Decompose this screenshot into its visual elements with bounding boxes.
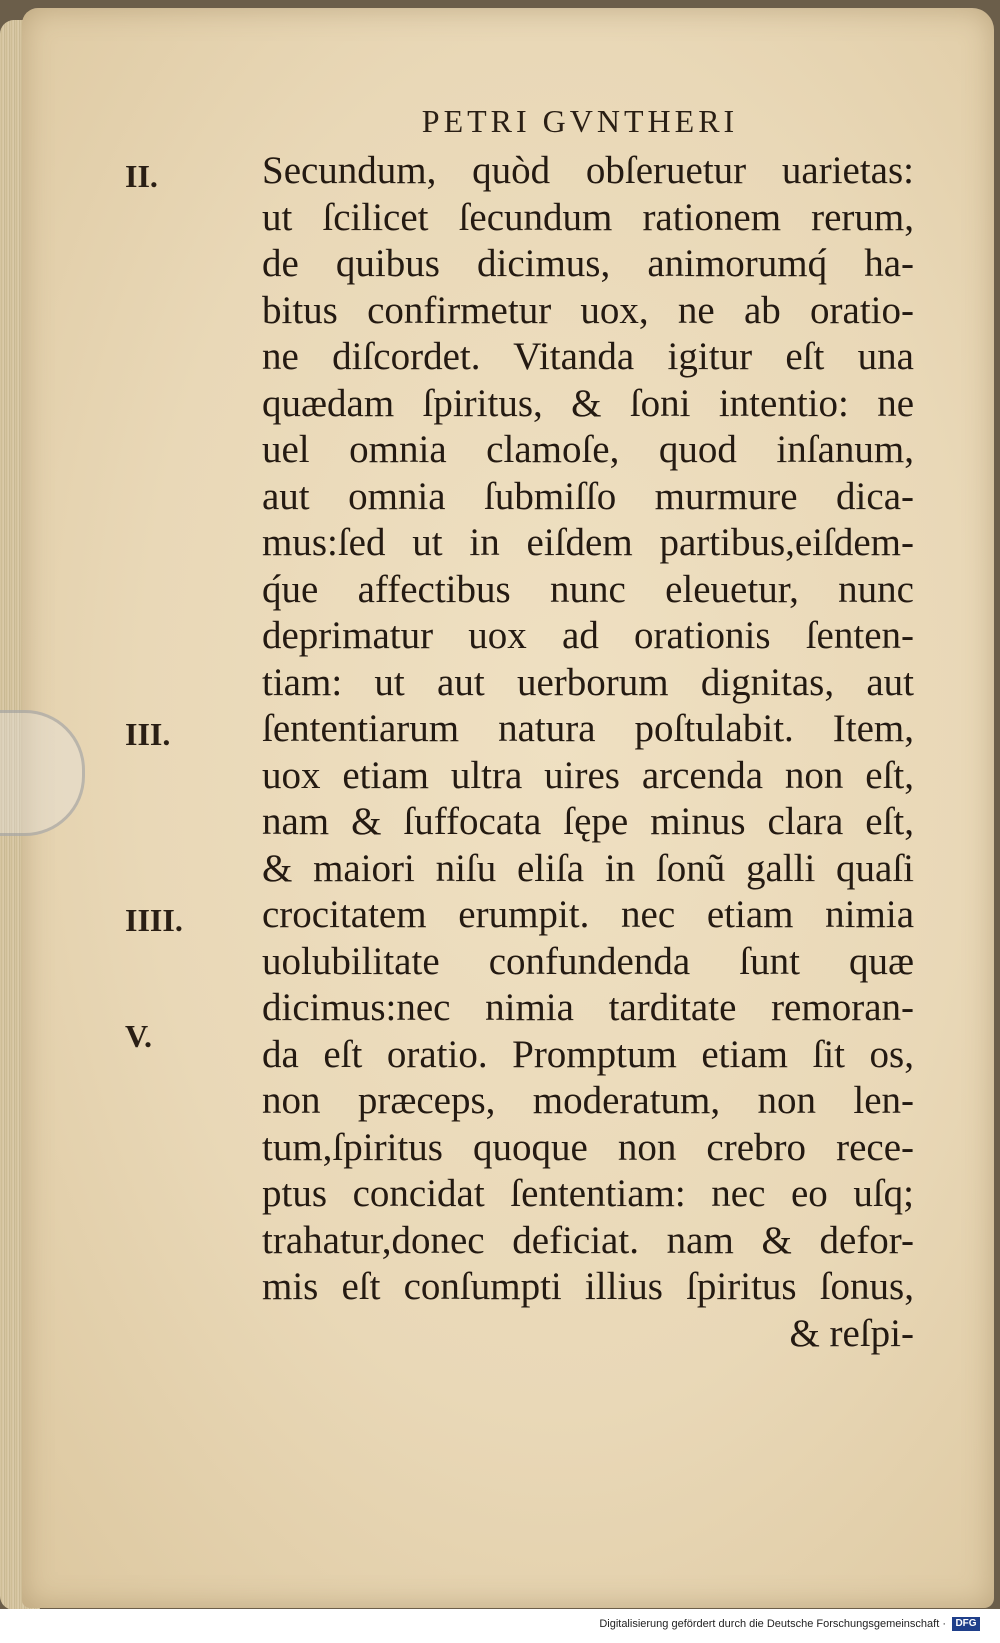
margin-numeral-4: IIII.: [125, 902, 183, 938]
text-line: ut ſcilicet ſecundum rationem rerum,: [262, 195, 914, 239]
text-line: ſententiarum natura poſtulabit. Item,: [262, 707, 914, 750]
text-line: crocitatem erumpit. nec etiam nimia: [262, 893, 914, 936]
text-line: aut omnia ſubmiſſo murmure dica-: [262, 474, 914, 518]
text-line: Secundum, quòd obſeruetur uarietas:: [262, 149, 914, 192]
catchword-line: & reſpi-: [789, 1311, 914, 1355]
funding-notice: Digitalisierung gefördert durch die Deutsche Forschungsgemeinschaft ·: [599, 1618, 946, 1630]
body-text: [262, 148, 914, 1357]
text-line: trahatur,donec deficiat. nam & defor-: [262, 1218, 914, 1262]
running-head: PETRI GVNTHERI: [421, 103, 739, 139]
text-line: nam & ſuffocata ſępe minus clara eſt,: [262, 800, 914, 843]
text-line: uolubilitate confundenda ſunt quæ: [262, 939, 914, 983]
text-line: quædam ſpiritus, & ſoni intentio: ne: [262, 381, 914, 425]
text-line: uox etiam ultra uires arcenda non eſt,: [262, 753, 914, 797]
margin-numeral-3: III.: [125, 716, 171, 752]
text-line: mus:ſed ut in eiſdem partibus,eiſdem-: [262, 521, 914, 564]
text-line: uel omnia clamoſe, quod inſanum,: [262, 428, 914, 471]
margin-numeral-2: II.: [125, 158, 158, 194]
text-line: non præceps, moderatum, non len-: [262, 1079, 914, 1122]
text-line: da eſt oratio. Promptum etiam ſit os,: [262, 1032, 914, 1076]
margin-numeral-5: V.: [125, 1018, 152, 1054]
text-line: bitus confirmetur uox, ne ab oratio-: [262, 288, 914, 332]
text-line: & maiori niſu eliſa in ſonũ galli quaſi: [262, 846, 914, 890]
text-line: ptus concidat ſententiam: nec eo uſq;: [262, 1172, 914, 1215]
text-line: deprimatur uox ad orationis ſenten-: [262, 614, 914, 657]
text-line: mis eſt conſumpti illius ſpiritus ſonus,: [262, 1265, 914, 1308]
text-line: de quibus dicimus, animorumq́ ha-: [262, 242, 914, 285]
text-line: dicimus:nec nimia tarditate remoran-: [262, 986, 914, 1029]
text-line: ne diſcordet. Vitanda igitur eſt una: [262, 335, 914, 378]
text-line: tiam: ut aut uerborum dignitas, aut: [262, 660, 914, 704]
text-line: q́ue affectibus nunc eleuetur, nunc: [262, 567, 914, 611]
dfg-logo: DFG: [952, 1617, 980, 1631]
digitization-footer: [0, 1609, 1000, 1643]
text-line: tum,ſpiritus quoque non crebro rece-: [262, 1125, 914, 1169]
